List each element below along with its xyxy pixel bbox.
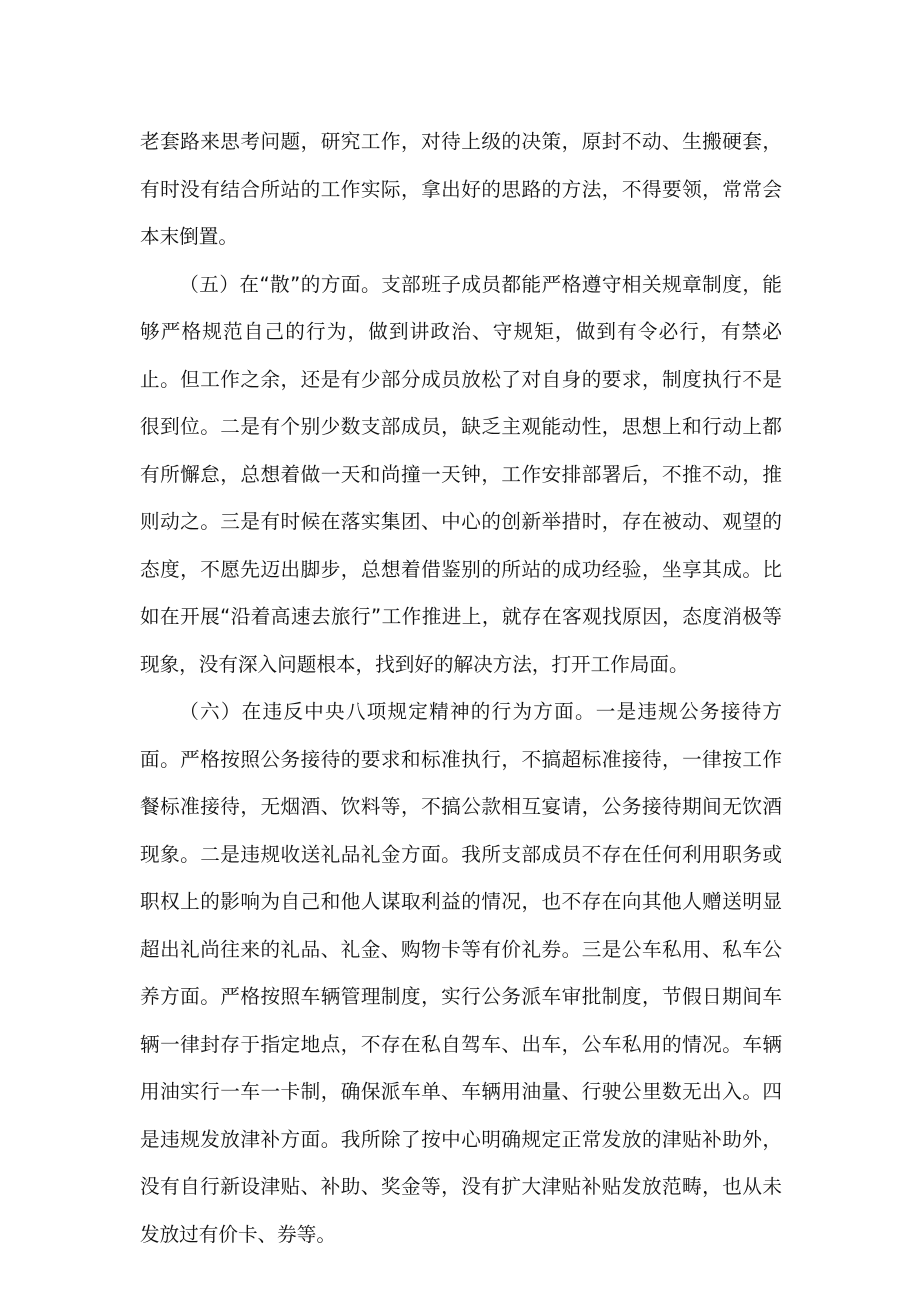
- paragraph-section-5: （五）在“散”的方面。支部班子成员都能严格遵守相关规章制度，能够严格规范自己的行为，做到讲政治、守规矩，做到有令必行，有禁必止。但工作之余，还是有少部分成员放松了对自身的要求，制度执行不是很到位。二是有个别少数支部成员，缺乏主观能动性，思想上和行动上都有所懈怠，总想着做一天和尚撞一天钟，工作安排部署后，不推不动，推则动之。三是有时候在落实集团、中心的创新举措时，存在被动、观望的态度，不愿先迈出脚步，总想着借鉴别的所站的成功经验，坐享其成。比如在开展“沿着高速去旅行”工作推进上，就存在客观找原因，态度消极等现象，没有深入问题根本，找到好的解决方法，打开工作局面。: [140, 272, 782, 676]
- paragraph-continuation: 老套路来思考问题，研究工作，对待上级的决策，原封不动、生搬硬套，有时没有结合所站的工作实际，拿出好的思路的方法，不得要领，常常会本末倒置。: [140, 130, 782, 248]
- paragraph-section-6: （六）在违反中央八项规定精神的行为方面。一是违规公务接待方面。严格按照公务接待的要求和标准执行，不搞超标准接待，一律按工作餐标准接待，无烟酒、饮料等，不搞公款相互宴请，公务接待期间无饮酒现象。二是违规收送礼品礼金方面。我所支部成员不存在任何利用职务或职权上的影响为自己和他人谋取利益的情况，也不存在向其他人赠送明显超出礼尚往来的礼品、礼金、购物卡等有价礼券。三是公车私用、私车公养方面。严格按照车辆管理制度，实行公务派车审批制度，节假日期间车辆一律封存于指定地点，不存在私自驾车、出车，公车私用的情况。车辆用油实行一车一卡制，确保派车单、车辆用油量、行驶公里数无出入。四是违规发放津补方面。我所除了按中心明确规定正常发放的津贴补助外，没有自行新设津贴、补助、奖金等，没有扩大津贴补贴发放范畴，也从未发放过有价卡、券等。: [140, 700, 782, 1246]
- document-page: [140, 118, 782, 1258]
